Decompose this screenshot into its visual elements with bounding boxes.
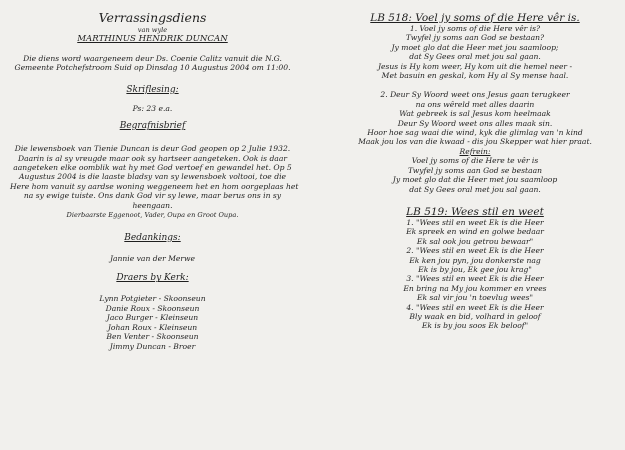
verse-line: Wat gebreek is sal Jesus kom heelmaak [399,109,551,119]
obituary-line: Die lewensboek van Tienie Duncan is deur God geopen op 2 Julie 1932. [14,144,291,154]
bearer-item: Ben Venter - Skoonseun [106,332,199,342]
bearers-list [10,294,295,351]
verse-line: Ek sal ook jou getrou bewaar" [416,236,534,246]
verse-line: 2. "Wees stil en weet Ek is die Heer [406,246,544,256]
obituary-paragraph [10,144,299,210]
refrain-line: Voel jy soms of die Here te vêr is [411,156,539,166]
verse-line: Twyfel jy soms aan God se bestaan? [405,33,545,43]
bearer-item: Jaco Burger - Kleinseun [106,313,199,323]
obituary-heading: Begrafnisbrief [119,121,186,132]
service-subtitle: van wyle [137,26,168,34]
verse-line: 3. "Wees stil en weet Ek is die Heer [406,274,544,284]
refrain-line: dat Sy Gees oral met jou sal gaan. [409,184,541,194]
scripture-reference: Ps: 23 e.a. [132,103,173,113]
verse-line: Ek is by jou soos Ek beloof" [421,321,529,331]
deceased-name: MARTHINUS HENDRIK DUNCAN [77,34,228,44]
hymn-519-verses [330,218,620,331]
refrain-line: Jy moet glo dat die Heer met jou saamloop [392,175,558,185]
intro-paragraph [10,54,295,73]
verse-line: Hoor hoe sag waai die wind, kyk die glimlag van 'n kind [367,128,583,138]
service-title: Verrassingsdiens [98,10,207,25]
obituary-signoff: Dierbaarste Eggenoot, Vader, Oupa en Groot Oupa. [66,211,239,220]
bearer-item: Jimmy Duncan - Broer [109,341,196,351]
refrain-heading: Refrein: [459,146,491,156]
obituary-line: Here hom vanuit sy aardse woning weggeneem het en hom oorgeplaas het [10,181,299,191]
thanks-heading: Bedankings: [124,233,181,244]
verse-line: Bly waak en bid, volhard in geloof [409,311,541,321]
verse-line: 2. Deur Sy Woord weet ons Jesus gaan terugkeer [380,90,570,100]
verse-line: Ek spreek en wind en golwe bedaar [406,227,544,237]
obituary-line: Augustus 2004 is die laaste bladsy van sy lewensboek voltooi, toe die [19,172,286,182]
bearers-heading: Draers by Kerk: [116,273,189,284]
verse-line: Jesus is Hy kom weer, Hy kom uit die hemel neer - [377,61,573,71]
verse-line: Maak jou los van die kwaad - dis jou Skepper wat hier praat. [358,137,592,147]
bearer-item: Johan Roux - Kleinseun [107,322,198,332]
hymn-519-heading: LB 519: Wees stil en weet [406,205,544,218]
verse-line: na ons wêreld met alles daarin [415,99,535,109]
refrain-line: Twyfel jy soms aan God se bestaan [407,165,543,175]
obituary-line: aangeteken elke oomblik wat hy met God vertoef en gewandel het. Op 5 [13,163,292,173]
intro-line: Die diens word waargeneem deur Ds. Coenie Calitz vanuit die N.G. [23,54,282,63]
refrain [330,156,620,194]
verse-line: Ek sal vir jou 'n toevlug wees" [416,293,534,303]
obituary-line: Daarin is al sy vreugde maar ook sy hartseer aangeteken. Ook is daar [18,153,287,163]
verse-line: dat Sy Gees oral met jou sal gaan. [409,52,541,62]
verse-line: 4. "Wees stil en weet Ek is die Heer [406,302,544,312]
verse-line: Deur Sy Woord weet ons alles maak sin. [397,118,553,128]
left-column [10,0,299,351]
obituary-line: heengaan. [132,200,173,210]
verse-line: Jy moet glo dat die Heer met jou saamloop; [391,42,559,52]
hymn-518-verse-1 [330,24,620,80]
bearer-item: Danie Roux - Skoonseun [105,303,200,313]
verse-line: Ek ken jou pyn, jou donkerste nag [409,255,541,265]
hymn-518-verse-2 [330,90,620,146]
verse-line: 1. Voel jy soms of die Here vêr is? [409,24,541,33]
right-column [330,0,620,331]
obituary-line: na sy ewige tuiste. Ons dank God vir sy lewe, maar berus ons in sy [23,191,282,201]
hymn-518-heading: LB 518: Voel jy soms of die Here vêr is. [370,12,580,24]
verse-line: 1. "Wees stil en weet Ek is die Heer [406,217,544,227]
thanks-name: Jannie van der Merwe [109,254,196,264]
intro-line: Gemeente Potchefstroom Suid op Dinsdag 10 Augustus 2004 om 11:00. [14,63,291,73]
scripture-heading: Skriflesing: [126,84,179,95]
verse-line: En bring na My jou kommer en vrees [403,283,547,293]
verse-line: Met basuin en geskal, kom Hy al Sy mense haal. [381,71,569,81]
bearer-item: Lynn Potgieter - Skoonseun [99,294,206,304]
verse-line: Ek is by jou, Ek gee jou krag" [418,264,532,274]
